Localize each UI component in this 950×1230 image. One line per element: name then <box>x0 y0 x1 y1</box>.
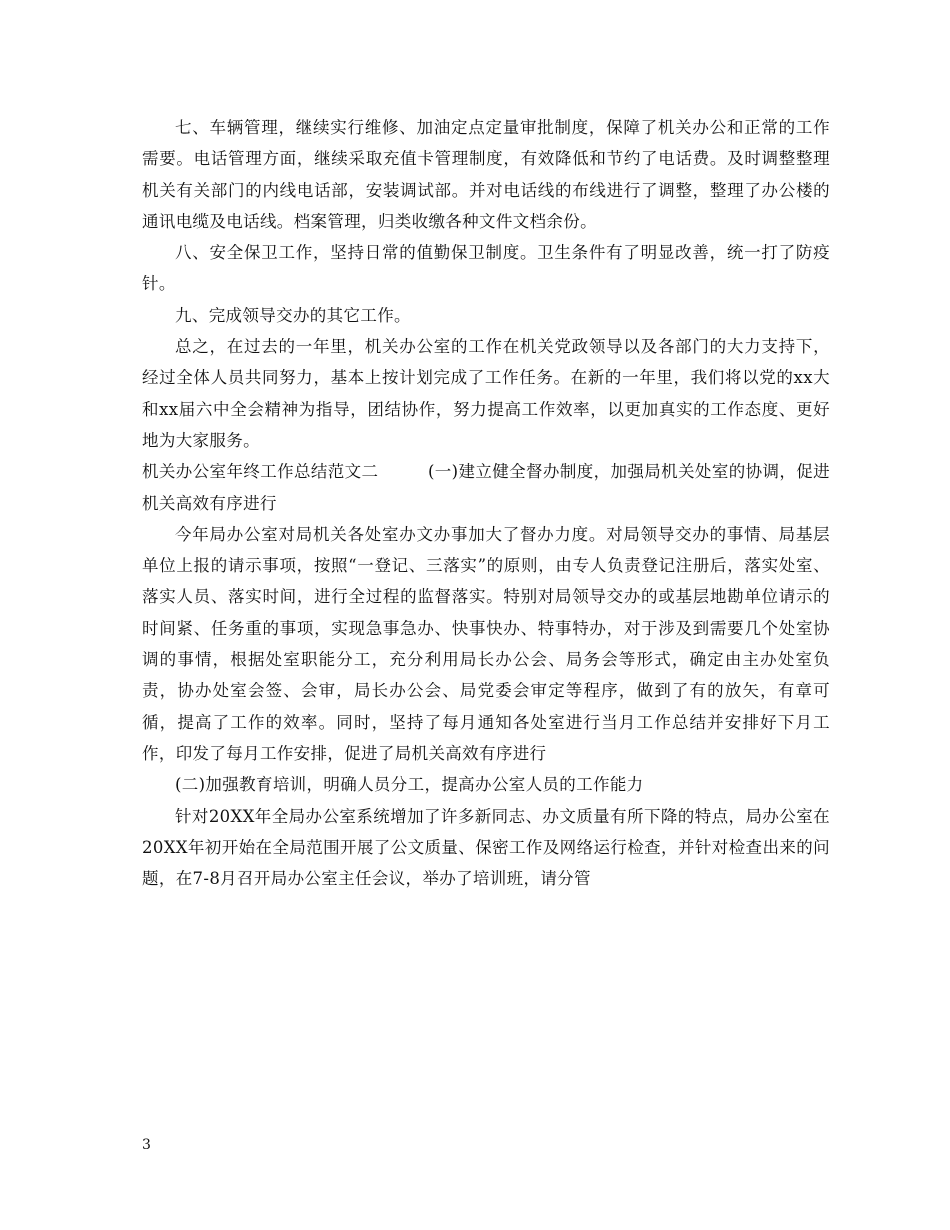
paragraph-supervision: 今年局办公室对局机关各处室办文办事加大了督办力度。对局领导交办的事情、局基层单位上报的请示事项，按照“一登记、三落实”的原则，由专人负责登记注册后，落实处室、落实人员、落实时间，进行全过程的监督落实。特别对局领导交办的或基层地勘单位请示的时间紧、任务重的事项，实现急事急办、快事快办、特事特办，对于涉及到需要几个处室协调的事情，根据处室职能分工，充分利用局长办公会、局务会等形式，确定由主办处室负责，协办处室会签、会审，局长办公会、局党委会审定等程序，做到了有的放矢，有章可循，提高了工作的效率。同时，坚持了每月通知各处室进行当月工作总结并安排好下月工作，印发了每月工作安排，促进了局机关高效有序进行 <box>142 524 830 763</box>
document-body <box>142 112 830 894</box>
paragraph-summary: 总之，在过去的一年里，机关办公室的工作在机关党政领导以及各部门的大力支持下，经过全体人员共同努力，基本上按计划完成了工作任务。在新的一年里，我们将以党的xx大和xx届六中全会精神为指导，团结协作，努力提高工作效率，以更加真实的工作态度、更好地为大家服务。 <box>142 337 830 450</box>
section-title: 机关办公室年终工作总结范文二 <box>142 462 379 482</box>
paragraph-other-work: 九、完成领导交办的其它工作。 <box>175 305 411 325</box>
paragraph-training: 针对20XX年全局办公室系统增加了许多新同志、办文质量有所下降的特点，局办公室在20XX年初开始在全局范围开展了公文质量、保密工作及网络运行检查，并针对检查出来的问题，在7-8月召开局办公室主任会议，举办了培训班，请分管 <box>142 806 830 889</box>
paragraph-vehicle-management: 七、车辆管理，继续实行维修、加油定点定量审批制度，保障了机关办公和正常的工作需要。电话管理方面，继续采取充值卡管理制度，有效降低和节约了电话费。及时调整整理机关有关部门的内线电话部，安装调试部。并对电话线的布线进行了调整，整理了办公楼的通讯电缆及电话线。档案管理，归类收缴各种文件文档余份。 <box>142 118 830 231</box>
paragraph-training-heading: (二)加强教育培训，明确人员分工，提高办公室人员的工作能力 <box>175 775 644 795</box>
paragraph-security: 八、安全保卫工作，坚持日常的值勤保卫制度。卫生条件有了明显改善，统一打了防疫针。 <box>142 243 830 294</box>
section-first-item: (一)建立健全督办制度，加强局机关处室的协调，促进机关高效有序进行 <box>142 462 831 513</box>
page-number: 3 <box>142 1137 151 1153</box>
section-heading-line <box>142 456 830 519</box>
